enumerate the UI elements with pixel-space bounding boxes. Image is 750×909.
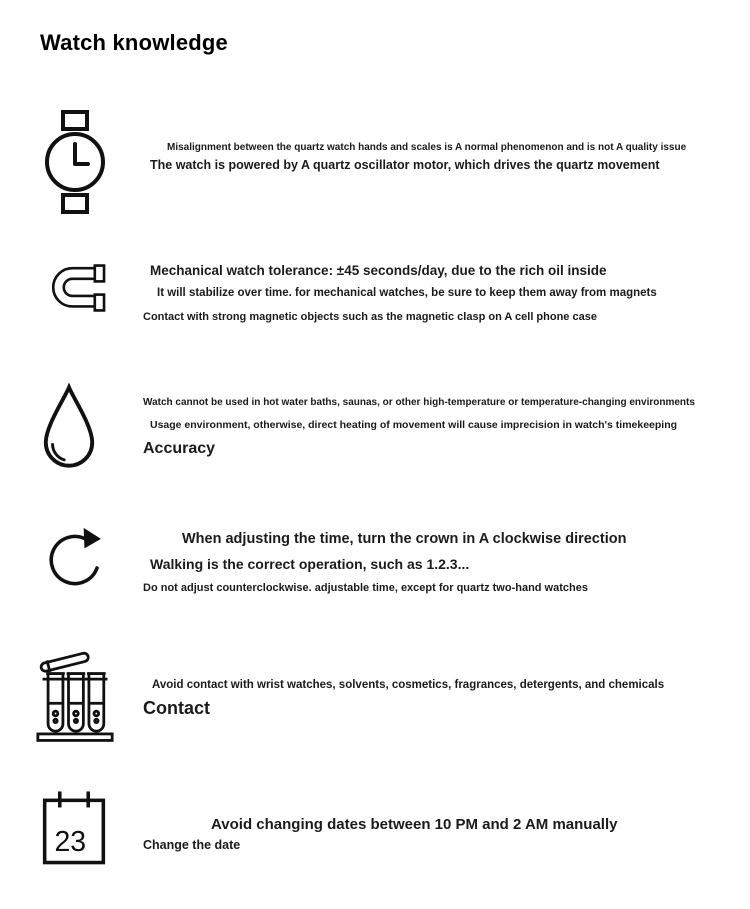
section-text-line: Watch cannot be used in hot water baths, saunas, or other high-temperature or temperature-changing environments — [143, 397, 695, 408]
water-drop-icon — [40, 383, 98, 473]
section-text-line: Do not adjust counterclockwise. adjustable time, except for quartz two-hand watches — [143, 582, 588, 594]
section-heading: Accuracy — [143, 440, 216, 457]
calendar-day-number: 23 — [54, 826, 87, 858]
section-text-line: It will stabilize over time. for mechanical watches, be sure to keep them away from magnets — [157, 287, 657, 299]
section-text-line: When adjusting the time, turn the crown in A clockwise direction — [182, 531, 627, 547]
section-text-line: Avoid changing dates between 10 PM and 2 AM manually — [211, 816, 618, 833]
section-text-line: Change the date — [143, 838, 241, 852]
calendar-icon — [42, 787, 106, 867]
section-text-line: Mechanical watch tolerance: ±45 seconds/day, due to the rich oil inside — [150, 263, 607, 278]
test-tubes-icon — [36, 643, 114, 745]
section-text-line: The watch is powered by A quartz oscillator motor, which drives the quartz movement — [150, 158, 660, 172]
clockwise-arrow-icon — [42, 520, 108, 594]
section-text-line: Usage environment, otherwise, direct heating of movement will cause imprecision in watch's timekeeping — [150, 419, 678, 431]
section-text-line: Contact with strong magnetic objects such as the magnetic clasp on A cell phone case — [143, 311, 597, 323]
watch-icon — [44, 110, 106, 214]
page-title: Watch knowledge — [40, 30, 228, 55]
section-text-line: Misalignment between the quartz watch hands and scales is A normal phenomenon and is not A quality issue — [167, 142, 687, 153]
section-text-line: Avoid contact with wrist watches, solvents, cosmetics, fragrances, detergents, and chemicals — [152, 679, 665, 691]
section-heading: Contact — [143, 698, 210, 718]
magnet-icon — [42, 263, 108, 313]
section-text-line: Walking is the correct operation, such as 1.2.3... — [150, 556, 470, 572]
